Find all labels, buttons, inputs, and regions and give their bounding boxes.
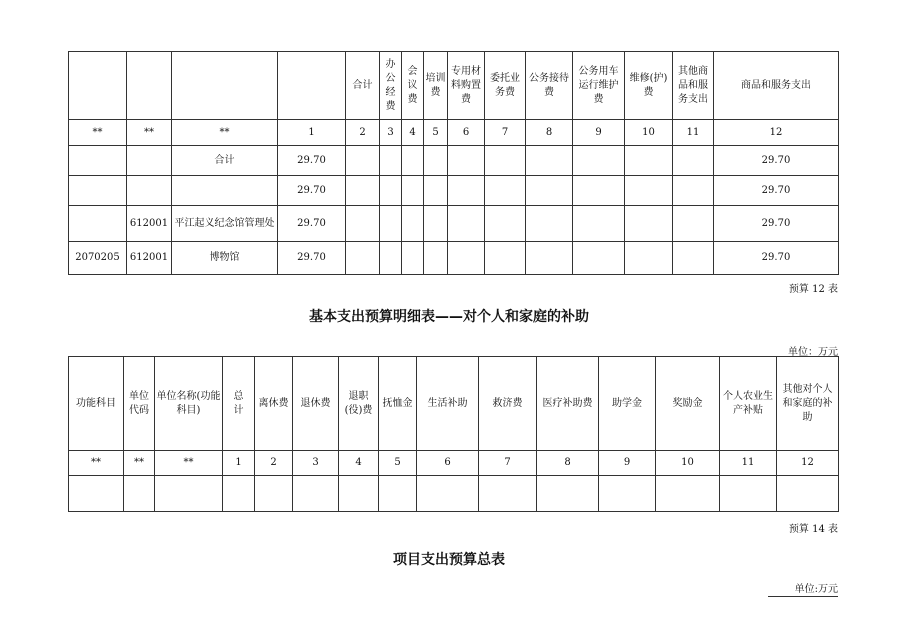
index-row — [69, 120, 839, 146]
total-cell: 29.70 — [278, 176, 346, 206]
index-cell: 1 — [223, 451, 255, 476]
index-cell: 8 — [526, 120, 573, 146]
header-cell: 退职(役)费 — [339, 357, 379, 451]
header-cell: 其他商品和服务支出 — [673, 52, 714, 120]
index-cell: 7 — [485, 120, 526, 146]
index-cell: 2 — [255, 451, 293, 476]
header-cell: 商品和服务支出 — [714, 52, 839, 120]
unit-label: 单位:万元 — [794, 584, 838, 595]
index-cell: 9 — [573, 120, 625, 146]
index-cell: 9 — [599, 451, 656, 476]
index-cell: 4 — [402, 120, 424, 146]
index-cell: ** — [69, 451, 124, 476]
index-cell: 3 — [293, 451, 339, 476]
header-cell: 培训费 — [424, 52, 448, 120]
index-row — [69, 451, 839, 476]
index-cell: ** — [155, 451, 223, 476]
divider — [768, 596, 838, 597]
unit-code-cell: 612001 — [127, 242, 172, 275]
header-cell: 专用材料购置费 — [448, 52, 485, 120]
table-row — [69, 176, 839, 206]
page-title: 基本支出预算明细表——对个人和家庭的补助 — [309, 309, 589, 325]
table-header-row — [69, 52, 839, 120]
index-cell: 11 — [720, 451, 777, 476]
unit-name-cell: 合计 — [172, 146, 278, 176]
index-cell: 5 — [424, 120, 448, 146]
header-cell: 单位代码 — [124, 357, 155, 451]
index-cell: 5 — [379, 451, 417, 476]
header-cell: 生活补助 — [417, 357, 479, 451]
header-cell: 退休费 — [293, 357, 339, 451]
header-cell: 医疗补助费 — [537, 357, 599, 451]
index-cell: 2 — [346, 120, 380, 146]
header-cell: 助学金 — [599, 357, 656, 451]
index-cell: 11 — [673, 120, 714, 146]
function-code-cell — [69, 206, 127, 242]
index-cell: ** — [127, 120, 172, 146]
table-number-label: 预算 14 表 — [788, 524, 838, 535]
index-cell: 12 — [714, 120, 839, 146]
total-cell: 29.70 — [278, 206, 346, 242]
function-code-cell: 2070205 — [69, 242, 127, 275]
commodity-services-cell: 29.70 — [714, 242, 839, 275]
header-cell — [278, 52, 346, 120]
header-cell: 单位名称(功能科目) — [155, 357, 223, 451]
table-header-row — [69, 357, 839, 451]
header-cell: 合计 — [346, 52, 380, 120]
header-cell: 公务用车运行维护费 — [573, 52, 625, 120]
table-row — [69, 206, 839, 242]
table-commodity-services — [68, 51, 839, 275]
total-cell: 29.70 — [278, 242, 346, 275]
header-cell: 维修(护)费 — [625, 52, 673, 120]
header-cell: 救济费 — [479, 357, 537, 451]
section-title: 项目支出预算总表 — [393, 552, 505, 568]
header-cell: 总 计 — [223, 357, 255, 451]
index-cell: 10 — [656, 451, 720, 476]
header-cell: 委托业务费 — [485, 52, 526, 120]
index-cell: ** — [69, 120, 127, 146]
unit-name-cell: 平江起义纪念馆管理处 — [172, 206, 278, 242]
header-cell: 离休费 — [255, 357, 293, 451]
table-personal-household-subsidy — [68, 356, 839, 512]
header-cell: 功能科目 — [69, 357, 124, 451]
header-cell: 会议费 — [402, 52, 424, 120]
header-cell: 个人农业生产补贴 — [720, 357, 777, 451]
index-cell: 6 — [448, 120, 485, 146]
table-row — [69, 146, 839, 176]
total-cell: 29.70 — [278, 146, 346, 176]
unit-label: 单位：万元 — [788, 347, 838, 358]
index-cell: 3 — [380, 120, 402, 146]
unit-code-cell — [127, 146, 172, 176]
table-row — [69, 242, 839, 275]
commodity-services-cell: 29.70 — [714, 206, 839, 242]
header-cell — [172, 52, 278, 120]
header-cell — [69, 52, 127, 120]
commodity-services-cell: 29.70 — [714, 146, 839, 176]
unit-name-cell: 博物馆 — [172, 242, 278, 275]
header-cell — [127, 52, 172, 120]
index-cell: 12 — [777, 451, 839, 476]
index-cell: ** — [172, 120, 278, 146]
header-cell: 其他对个人和家庭的补助 — [777, 357, 839, 451]
table-number-label: 预算 12 表 — [788, 284, 838, 295]
unit-name-cell — [172, 176, 278, 206]
table-row — [69, 476, 839, 512]
header-cell: 抚恤金 — [379, 357, 417, 451]
commodity-services-cell: 29.70 — [714, 176, 839, 206]
header-cell: 办公经费 — [380, 52, 402, 120]
unit-code-cell — [127, 176, 172, 206]
unit-code-cell: 612001 — [127, 206, 172, 242]
header-cell: 公务接待费 — [526, 52, 573, 120]
index-cell: 6 — [417, 451, 479, 476]
function-code-cell — [69, 146, 127, 176]
index-cell: ** — [124, 451, 155, 476]
header-cell: 奖励金 — [656, 357, 720, 451]
index-cell: 4 — [339, 451, 379, 476]
function-code-cell — [69, 176, 127, 206]
index-cell: 8 — [537, 451, 599, 476]
index-cell: 1 — [278, 120, 346, 146]
index-cell: 7 — [479, 451, 537, 476]
index-cell: 10 — [625, 120, 673, 146]
